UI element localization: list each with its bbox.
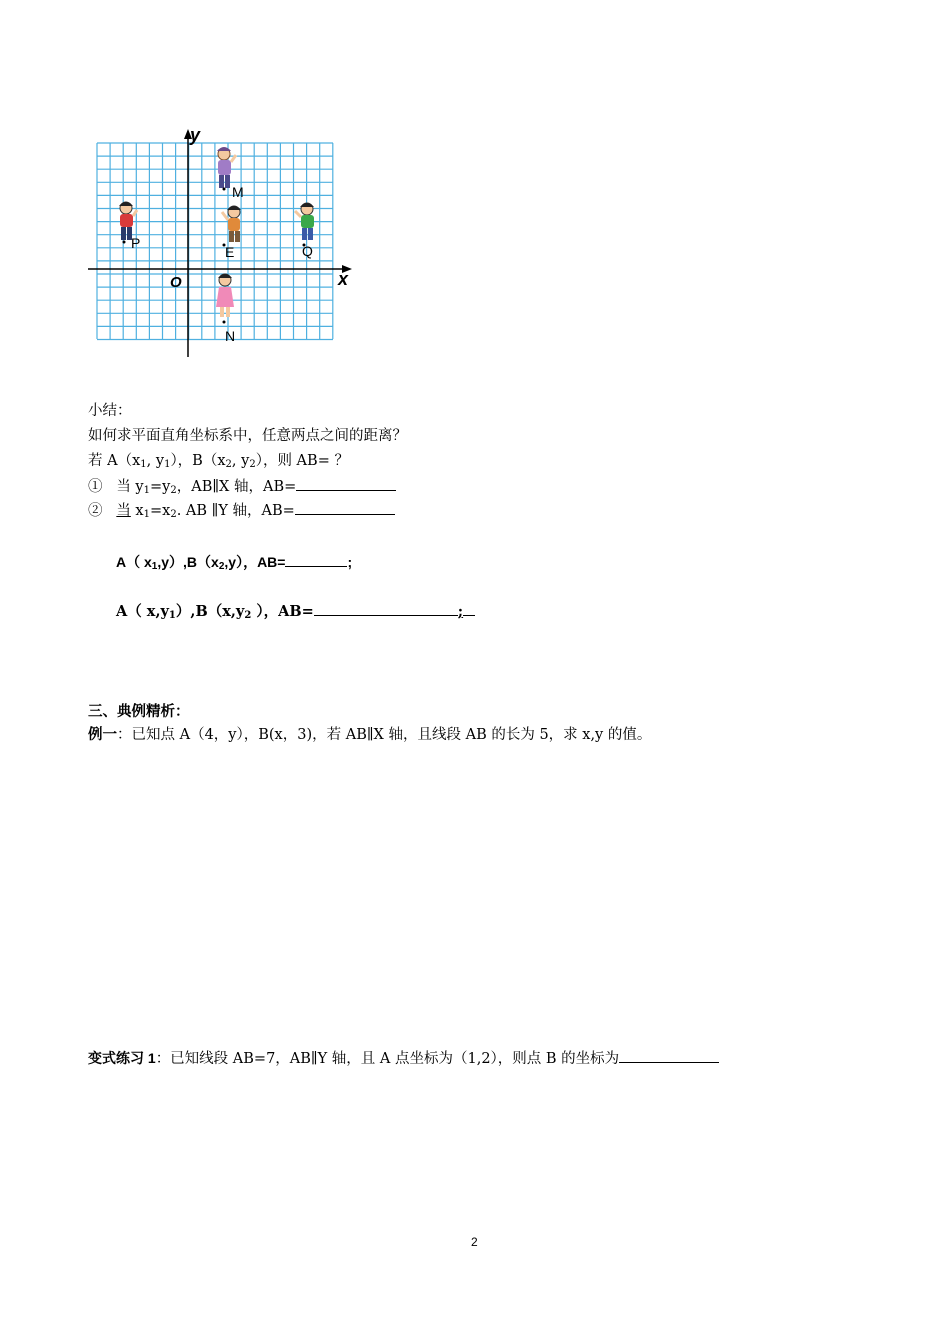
point-p-label: P <box>131 235 141 251</box>
x-axis-label: x <box>338 269 349 289</box>
exercise1-line <box>88 1048 719 1069</box>
point-n-label: N <box>225 328 236 344</box>
formula1-line: A（ $x_1,y),B(x_2,y)$，AB= ; <box>116 554 353 572</box>
origin-label: O <box>170 274 182 291</box>
exercise1-text: ：已知线段 AB=7，AB∥Y 轴，且 A 点坐标为（1,2），则点 B 的坐标为 <box>155 1051 620 1067</box>
point-m-marker <box>223 188 226 191</box>
given-points-line: 若 $A(x_1$, $y_1$），$B(x_2$, $y_2$），则 AB= ？ <box>88 453 349 470</box>
point-m-label: M <box>232 184 244 200</box>
exercise1-label: 变式练习 1 <box>88 1050 156 1066</box>
case2-answer-blank[interactable] <box>295 500 395 515</box>
formula1-answer-blank[interactable] <box>285 552 347 567</box>
formula2-answer-blank[interactable] <box>314 601 458 616</box>
case2-marker: ② <box>88 503 103 519</box>
case1-marker: ① <box>88 479 103 495</box>
formula2-line: A（ $x,y_1),B(x,y_2$ ），AB= ; <box>116 601 475 622</box>
case2-line: ② 当 $x_1=x_2$. AB ∥Y 轴，AB= <box>88 500 395 521</box>
case1-answer-blank[interactable] <box>296 476 396 491</box>
point-p-marker <box>123 241 126 244</box>
point-n-marker <box>223 321 226 324</box>
example1-label: 例一 <box>88 726 117 743</box>
summary-heading: 小结： <box>88 403 132 419</box>
section3-heading: 三、典例精析： <box>88 703 190 720</box>
person-e-icon <box>222 206 241 242</box>
example1-text: ：已知点 A（4，y），B(x，3)，若 AB∥X 轴，且线段 AB 的长为 5，求 x,y 的值。 <box>117 727 652 743</box>
point-e-label: E <box>225 244 235 260</box>
summary-question: 如何求平面直角坐标系中，任意两点之间的距离？ <box>88 428 407 444</box>
page-number: 2 <box>471 1235 478 1249</box>
person-n-icon <box>216 274 234 317</box>
point-q-label: Q <box>302 243 313 259</box>
coordinate-grid-figure <box>80 125 370 360</box>
exercise1-answer-blank[interactable] <box>619 1048 719 1063</box>
y-axis-label: y <box>190 125 201 145</box>
example1-line <box>88 725 651 745</box>
case1-line: ① 当 $y_1=y_2$，AB∥X 轴，AB= <box>88 476 396 497</box>
